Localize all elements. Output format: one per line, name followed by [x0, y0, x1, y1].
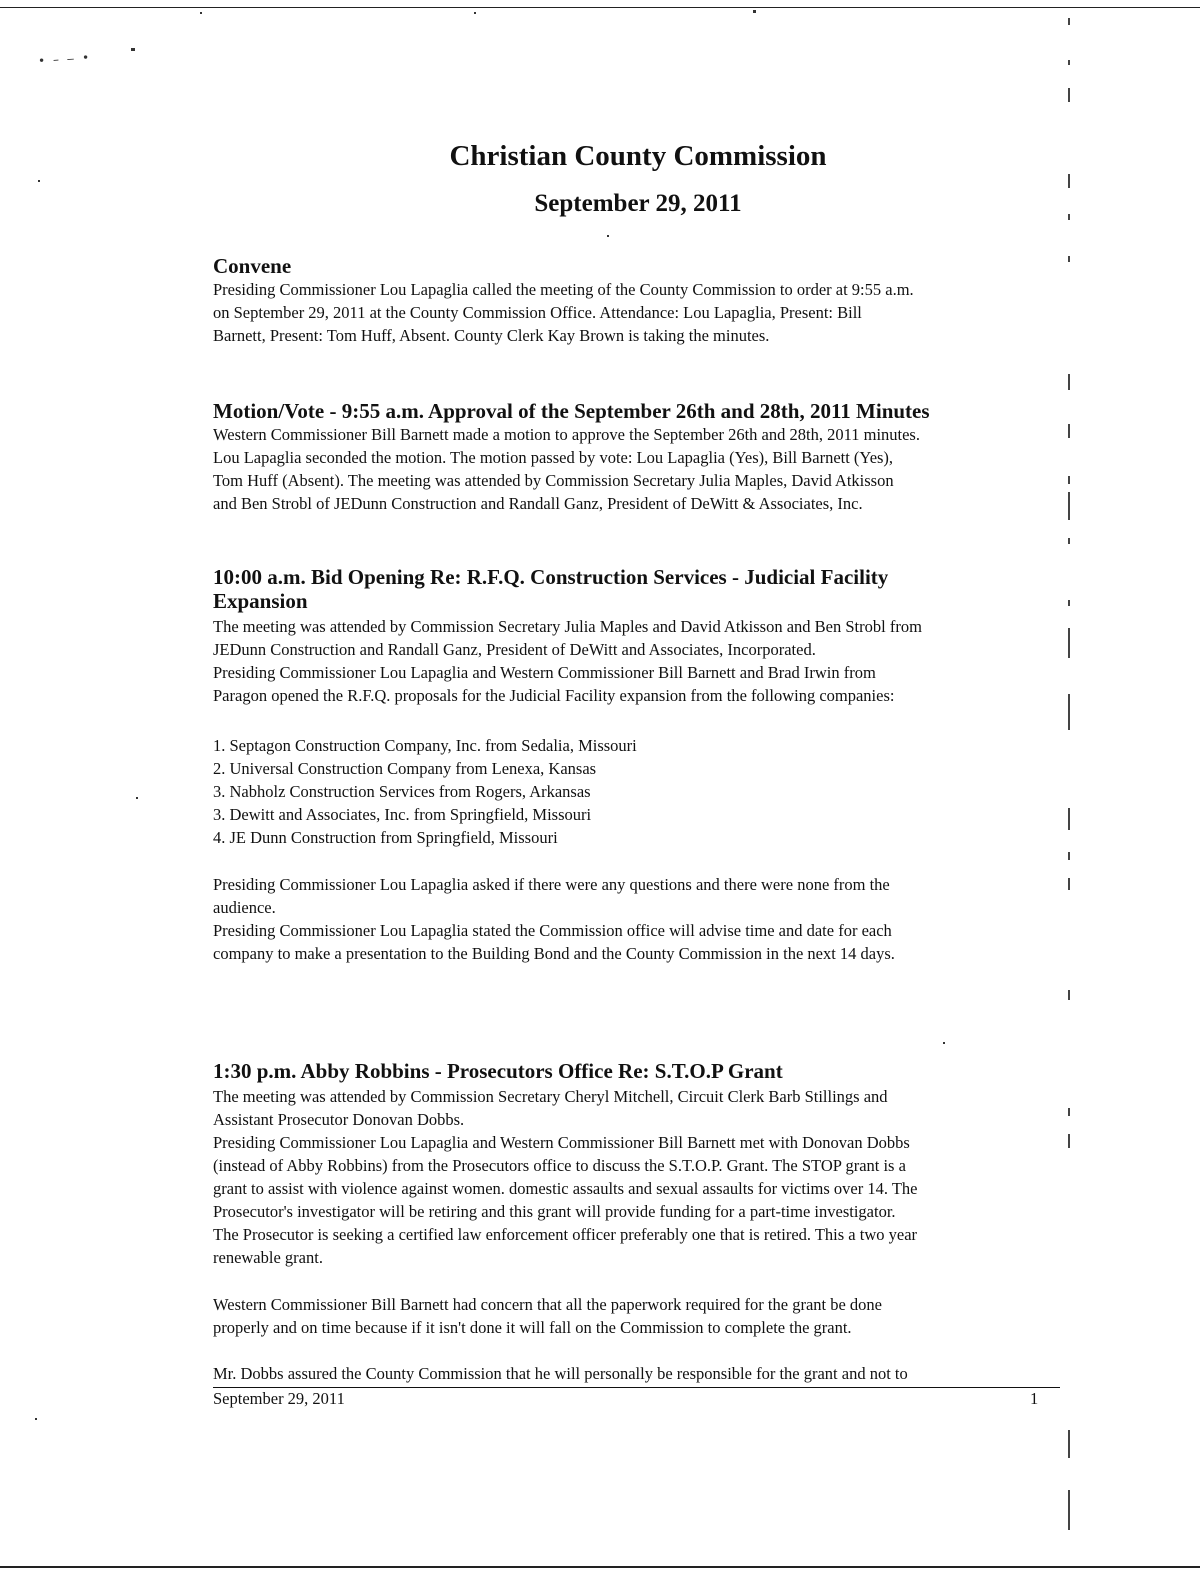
paragraph-line: JEDunn Construction and Randall Ganz, President of DeWitt and Associates, Incorporated.: [213, 640, 816, 659]
paragraph-line: renewable grant.: [213, 1248, 323, 1267]
paragraph-line: Tom Huff (Absent). The meeting was attended by Commission Secretary Julia Maples, David Atkisson: [213, 471, 894, 490]
document-title: Christian County Commission: [449, 140, 827, 172]
paragraph-line: Prosecutor's investigator will be retiring and this grant will provide funding for a part-time investigator.: [213, 1202, 896, 1221]
scan-top-edge: [0, 7, 1200, 8]
paragraph-line: The meeting was attended by Commission Secretary Cheryl Mitchell, Circuit Clerk Barb Stillings and: [213, 1087, 888, 1106]
final-paragraph: [213, 1362, 1063, 1385]
scan-stamp-mark: • – ‒ •: [37, 50, 92, 68]
paragraph-line: Presiding Commissioner Lou Lapaglia and Western Commissioner Bill Barnett met with Donovan Dobbs: [213, 1133, 910, 1152]
paragraph-line: Barnett, Present: Tom Huff, Absent. County Clerk Kay Brown is taking the minutes.: [213, 326, 770, 345]
company-list: [213, 734, 1063, 849]
document-date: September 29, 2011: [534, 190, 742, 217]
section-stop-grant: [213, 1059, 1063, 1269]
list-item: 4. JE Dunn Construction from Springfield, Missouri: [213, 828, 558, 847]
scan-bottom-edge: [0, 1566, 1200, 1568]
section-heading: 1:30 p.m. Abby Robbins - Prosecutors Office Re: S.T.O.P Grant: [213, 1059, 783, 1083]
scan-margin-marks: [1068, 0, 1088, 1573]
paragraph-line: The meeting was attended by Commission Secretary Julia Maples and David Atkisson and Ben Strobl from: [213, 617, 922, 636]
paragraph-line: The Prosecutor is seeking a certified law enforcement officer preferably one that is retired. This a two year: [213, 1225, 918, 1244]
paragraph-line: Presiding Commissioner Lou Lapaglia asked if there were any questions and there were none from the: [213, 875, 890, 894]
section-heading: Convene: [213, 254, 292, 278]
paragraph-line: (instead of Abby Robbins) from the Prosecutors office to discuss the S.T.O.P. Grant. The STOP grant is a: [213, 1156, 906, 1175]
paragraph-line: Presiding Commissioner Lou Lapaglia stated the Commission office will advise time and date for each: [213, 921, 892, 940]
paragraph-line: and Ben Strobl of JEDunn Construction and Randall Ganz, President of DeWitt & Associates, Inc.: [213, 494, 863, 513]
section-heading-continued: Expansion: [213, 589, 308, 613]
section-heading: Motion/Vote - 9:55 a.m. Approval of the September 26th and 28th, 2011 Minutes: [213, 399, 930, 423]
section-convene: [213, 254, 1063, 347]
list-item: 3. Nabholz Construction Services from Rogers, Arkansas: [213, 782, 591, 801]
scan-speck: [753, 10, 756, 13]
paragraph-line: company to make a presentation to the Building Bond and the County Commission in the next 14 days.: [213, 944, 895, 963]
list-item: 3. Dewitt and Associates, Inc. from Springfield, Missouri: [213, 805, 592, 824]
paragraph-line: Mr. Dobbs assured the County Commission that he will personally be responsible for the grant and not to: [213, 1364, 908, 1383]
paragraph-line: Presiding Commissioner Lou Lapaglia called the meeting of the County Commission to order at 9:55 a.m.: [213, 280, 914, 299]
scan-speck: [131, 48, 135, 51]
paragraph-line: on September 29, 2011 at the County Commission Office. Attendance: Lou Lapaglia, Present: Bill: [213, 303, 862, 322]
paragraph-line: Western Commissioner Bill Barnett had concern that all the paperwork required for the grant be done: [213, 1295, 882, 1314]
paragraph-line: Paragon opened the R.F.Q. proposals for the Judicial Facility expansion from the following companies:: [213, 686, 895, 705]
paragraph-line: grant to assist with violence against women. domestic assaults and sexual assaults for victims over 14. The: [213, 1179, 918, 1198]
bid-closing-paragraph: [213, 873, 1063, 965]
list-item: 2. Universal Construction Company from Lenexa, Kansas: [213, 759, 597, 778]
scan-speck: [607, 235, 609, 237]
paragraph-line: Lou Lapaglia seconded the motion. The motion passed by vote: Lou Lapaglia (Yes), Bill Barnett (Yes),: [213, 448, 894, 467]
footer-divider: [213, 1387, 1060, 1388]
scan-speck: [35, 1418, 37, 1420]
section-bid-opening: [213, 565, 1063, 707]
footer-date: September 29, 2011: [213, 1389, 345, 1408]
concern-paragraph: [213, 1293, 1063, 1339]
list-item: 1. Septagon Construction Company, Inc. from Sedalia, Missouri: [213, 736, 637, 755]
page-number: 1: [1030, 1389, 1039, 1408]
scan-speck: [136, 797, 138, 799]
paragraph-line: Western Commissioner Bill Barnett made a motion to approve the September 26th and 28th, 2011 minutes.: [213, 425, 920, 444]
paragraph-line: audience.: [213, 898, 276, 917]
scan-speck: [38, 180, 40, 182]
scan-speck: [474, 12, 476, 14]
section-heading: 10:00 a.m. Bid Opening Re: R.F.Q. Construction Services - Judicial Facility: [213, 565, 889, 589]
section-motion-vote: [213, 399, 1063, 515]
paragraph-line: Presiding Commissioner Lou Lapaglia and Western Commissioner Bill Barnett and Brad Irwin from: [213, 663, 876, 682]
scan-speck: [943, 1042, 945, 1044]
scan-speck: [200, 12, 202, 14]
paragraph-line: properly and on time because if it isn't done it will fall on the Commission to complete the grant.: [213, 1318, 852, 1337]
paragraph-line: Assistant Prosecutor Donovan Dobbs.: [213, 1110, 465, 1129]
